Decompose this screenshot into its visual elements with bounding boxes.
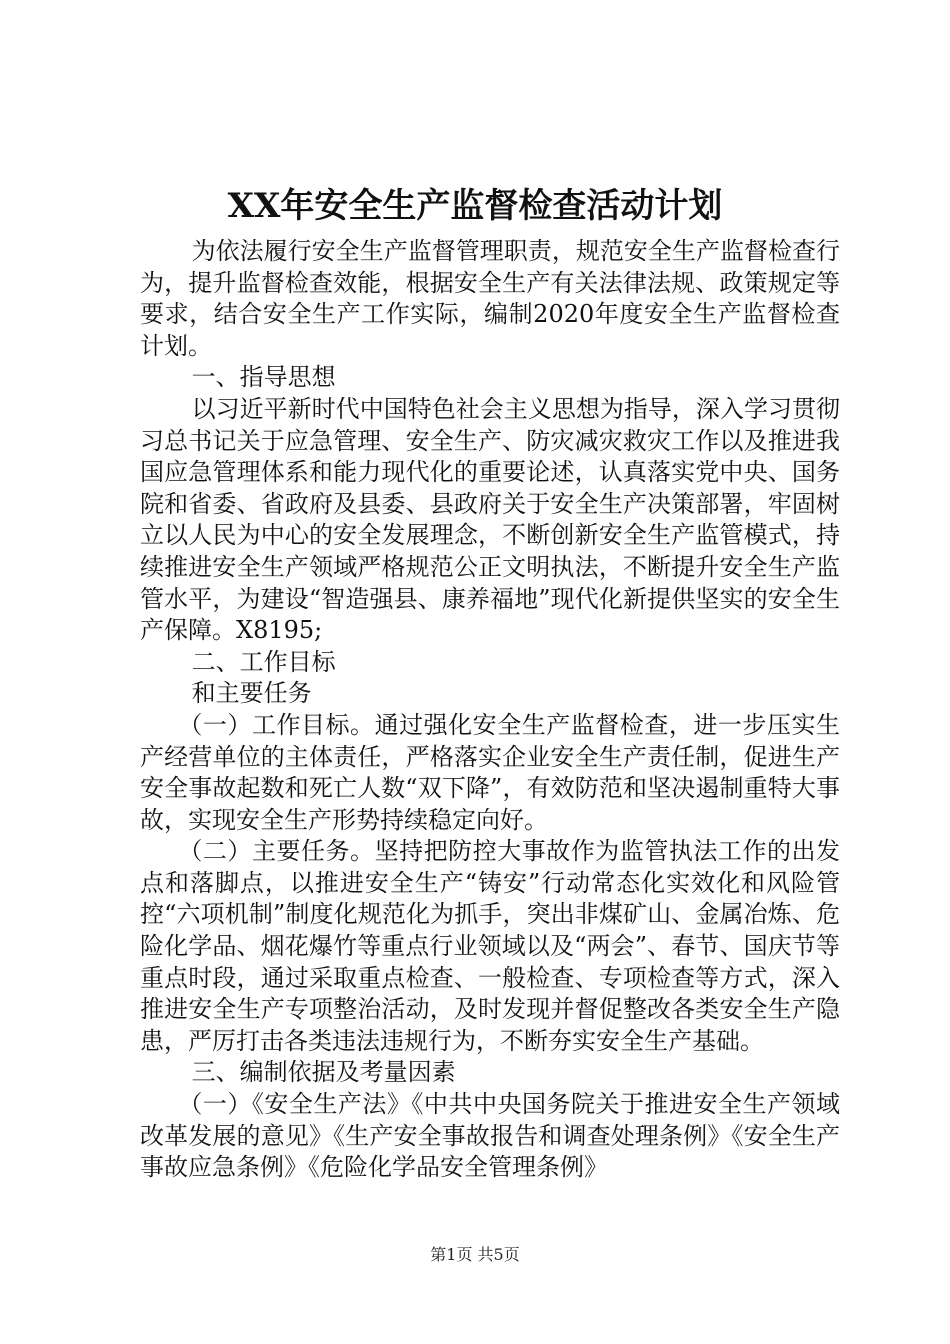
document-body (140, 236, 840, 1184)
paragraph-main-tasks: （二）主要任务。坚持把防控大事故作为监管执法工作的出发点和落脚点，以推进安全生产“铸安”行动常态化实效化和风险管控“六项机制”制度化规范化为抓手，突出非煤矿山、金属冶炼、危险化学品、烟花爆竹等重点行业领域以及“两会”、春节、国庆节等重点时段，通过采取重点检查、一般检查、专项检查等方式，深入推进安全生产专项整治活动，及时发现并督促整改各类安全生产隐患，严厉打击各类违法违规行为，不断夯实安全生产基础。 (140, 837, 840, 1055)
paragraph-guiding-ideology: 以习近平新时代中国特色社会主义思想为指导，深入学习贯彻习总书记关于应急管理、安全生产、防灾减灾救灾工作以及推进我国应急管理体系和能力现代化的重要论述，认真落实党中央、国务院和省委、省政府及县委、县政府关于安全生产决策部署，牢固树立以人民为中心的安全发展理念，不断创新安全生产监管模式，持续推进安全生产领域严格规范公正文明执法，不断提升安全生产监管水平，为建设“智造强县、康养福地”现代化新提供坚实的安全生产保障。X8195; (140, 394, 840, 645)
heading-main-tasks: 和主要任务 (191, 679, 312, 708)
paragraph-work-goals: （一）工作目标。通过强化安全生产监督检查，进一步压实生产经营单位的主体责任，严格落实企业安全生产责任制，促进生产安全事故起数和死亡人数“双下降”，有效防范和坚决遏制重特大事故，实现安全生产形势持续稳定向好。 (140, 710, 840, 834)
paragraph-intro: 为依法履行安全生产监督管理职责，规范安全生产监督检查行为，提升监督检查效能，根据安全生产有关法律法规、政策规定等要求，结合安全生产工作实际，编制2020年度安全生产监督检查计划。 (140, 237, 840, 360)
heading-guiding-ideology: 一、指导思想 (191, 363, 336, 392)
heading-work-goals: 二、工作目标 (191, 647, 336, 676)
heading-basis: 三、编制依据及考量因素 (191, 1058, 456, 1087)
document-title: XX年安全生产监督检查活动计划 (227, 186, 723, 226)
page-footer: 第1页 共5页 (430, 1245, 520, 1264)
paragraph-basis: （一）《安全生产法》《中共中央国务院关于推进安全生产领域改革发展的意见》《生产安全事故报告和调查处理条例》《安全生产事故应急条例》《危险化学品安全管理条例》 (140, 1090, 840, 1182)
